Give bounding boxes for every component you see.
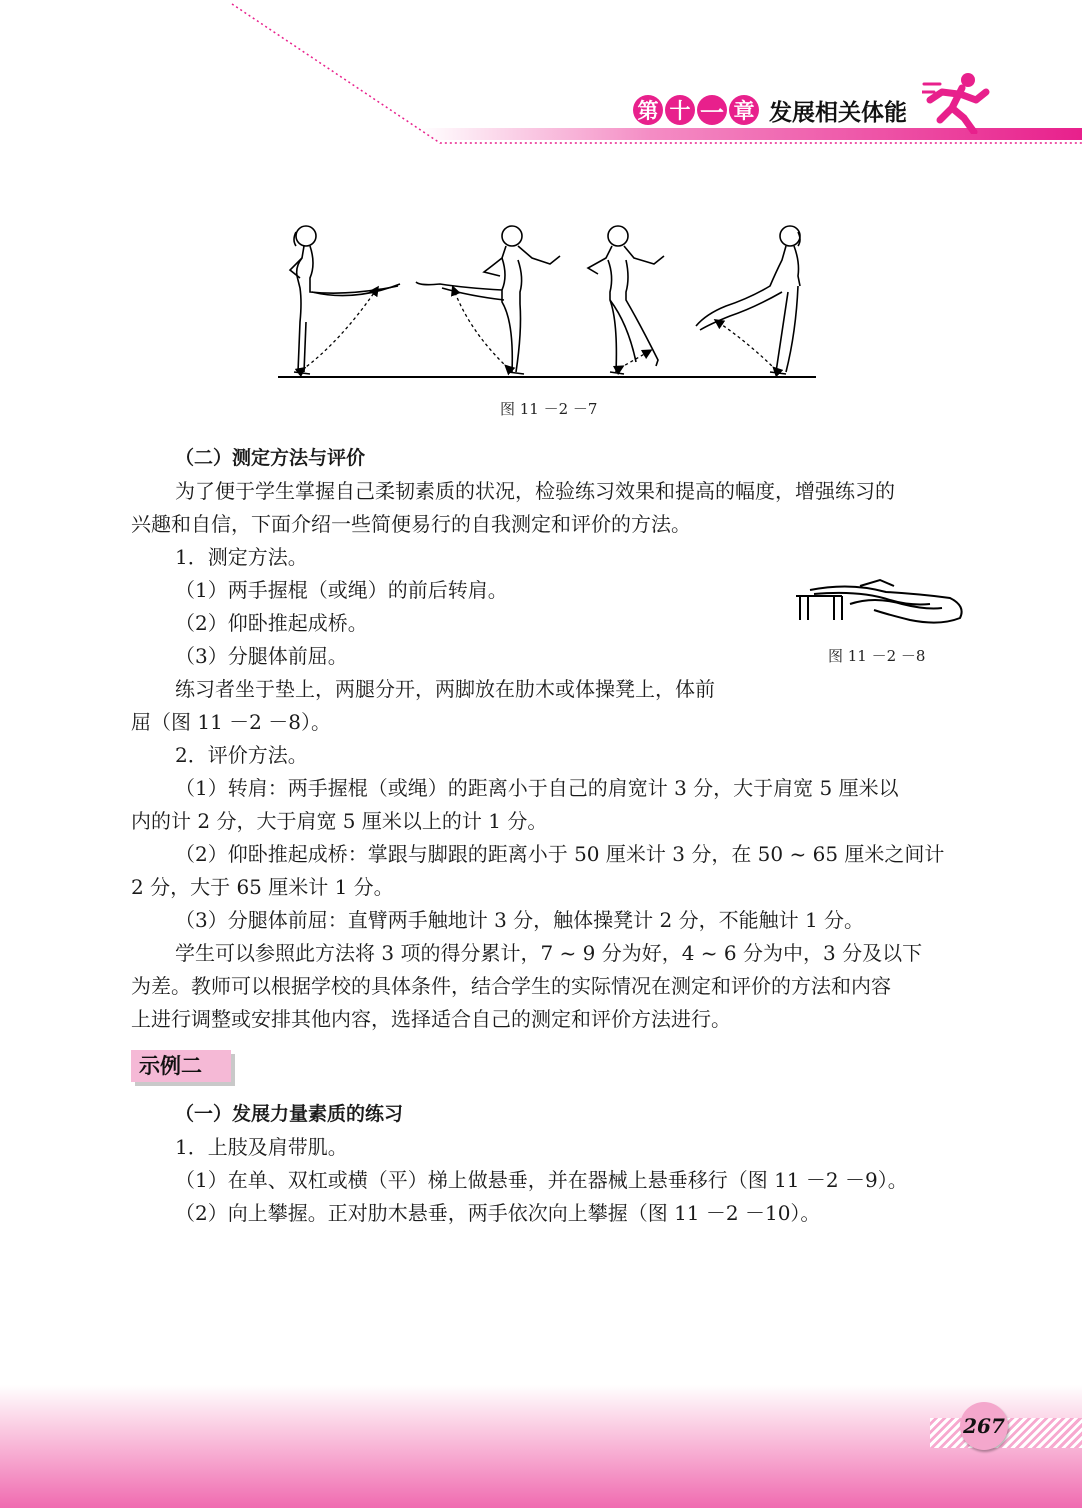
figure-forward-bend [790,574,970,634]
paragraph-line: 练习者坐于垫上，两腿分开，两脚放在肋木或体操凳上，体前 [175,677,715,701]
footer-band [0,1385,1082,1508]
paragraph-line: （2）仰卧推起成桥：掌跟与脚跟的距离小于 50 厘米计 3 分，在 50 ~ 65 厘米之间计 [175,842,945,866]
paragraph-line: 兴趣和自信，下面介绍一些简便易行的自我测定和评价的方法。 [131,512,691,536]
subsection-title: 1．上肢及肩带肌。 [175,1135,348,1159]
figure-ballet-stretches [270,212,822,387]
list-item: （1）在单、双杠或横（平）梯上做悬垂，并在器械上悬垂移行（图 11 －2 －9）。 [175,1168,908,1192]
paragraph-line: （3）分腿体前屈：直臂两手触地计 3 分，触体操凳计 2 分，不能触计 1 分。 [175,908,865,932]
section-heading: （一）发展力量素质的练习 [175,1103,404,1125]
paragraph-line: 学生可以参照此方法将 3 项的得分累计，7 ~ 9 分为好，4 ~ 6 分为中，3 分及以下 [175,941,923,965]
figure-caption: 图 11 －2 －7 [500,400,598,418]
runner-icon [922,70,992,134]
pose-3 [588,226,664,374]
paragraph-line: 2 分，大于 65 厘米计 1 分。 [131,875,394,899]
section-heading: （二）测定方法与评价 [175,447,366,469]
subsection-title: 1．测定方法。 [175,545,308,569]
chapter-header [633,92,907,128]
chapter-char: 章 [729,95,759,125]
pose-4 [696,226,800,374]
pose-1 [290,226,400,374]
list-item: （3）分腿体前屈。 [175,644,348,668]
figure-caption: 图 11 －2 －8 [828,647,926,665]
chapter-char: 十 [665,95,695,125]
chapter-title: 发展相关体能 [769,98,907,126]
chapter-char: 第 [633,95,663,125]
list-item: （2）向上攀握。正对肋木悬垂，两手依次向上攀握（图 11 －2 －10）。 [175,1201,821,1225]
page-number: 267 [960,1402,1008,1450]
pose-2 [416,226,560,374]
chapter-char: 一 [697,95,727,125]
subsection-title: 2．评价方法。 [175,743,308,767]
list-item: （2）仰卧推起成桥。 [175,611,368,635]
paragraph-line: 上进行调整或安排其他内容，选择适合自己的测定和评价方法进行。 [131,1007,731,1031]
list-item: （1）两手握棍（或绳）的前后转肩。 [175,578,508,602]
paragraph-line: 内的计 2 分，大于肩宽 5 厘米以上的计 1 分。 [131,809,548,833]
paragraph-line: （1）转肩：两手握棍（或绳）的距离小于自己的肩宽计 3 分，大于肩宽 5 厘米以 [175,776,899,800]
paragraph-line: 为了便于学生掌握自己柔韧素质的状况，检验练习效果和提高的幅度，增强练习的 [175,479,895,503]
example-label: 示例二 [131,1050,231,1082]
paragraph-line: 屈（图 11 －2 －8）。 [131,710,331,734]
paragraph-line: 为差。教师可以根据学校的具体条件，结合学生的实际情况在测定和评价的方法和内容 [131,974,891,998]
